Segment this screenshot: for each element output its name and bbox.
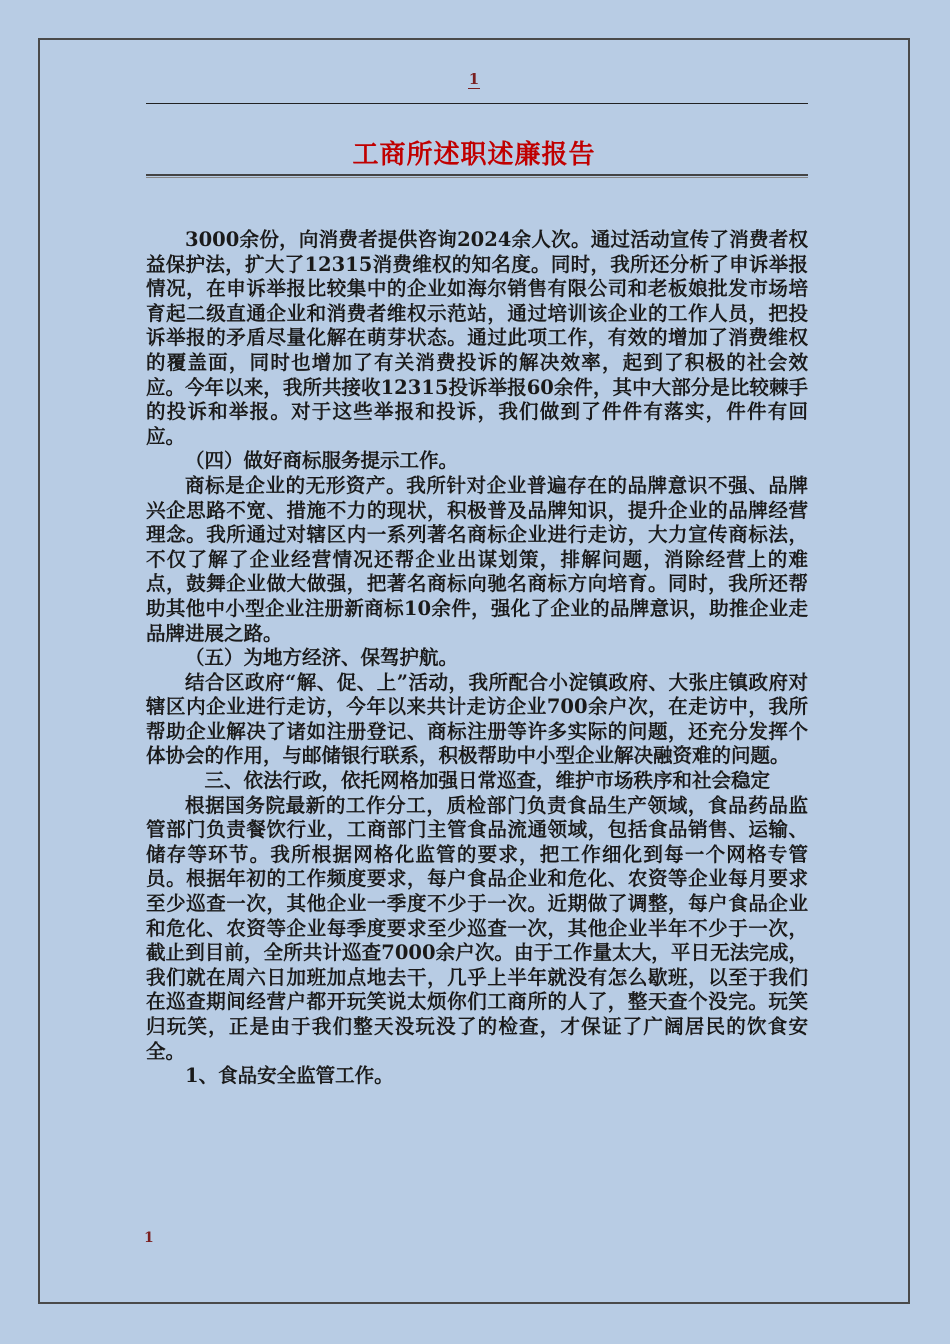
section-heading: （五）为地方经济、保驾护航。: [185, 646, 459, 670]
section-heading: 三、依法行政，依托网格加强日常巡查，维护市场秩序和社会稳定: [204, 769, 771, 793]
title-divider: [146, 174, 808, 178]
paragraph: 结合区政府“解、促、上”活动，我所配合小淀镇政府、大张庄镇政府对辖区内企业进行走访，今年以来共计走访企业700余户次，在走访中，我所帮助企业解决了诸如注册登记、商标注册等许多实际的问题，还充分发挥个体协会的作用，与邮储银行联系，积极帮助中小型企业解决融资难的问题。: [146, 670, 808, 768]
section-heading: 1、食品安全监管工作。: [185, 1064, 394, 1088]
paragraph: 商标是企业的无形资产。我所针对企业普遍存在的品牌意识不强、品牌兴企思路不宽、措施不力的现状，积极普及品牌知识，提升企业的品牌经营理念。我所通过对辖区内一系列著名商标企业进行走访，大力宣传商标法，不仅了解了企业经营情况还帮企业出谋划策，排解问题，消除经营上的难点，鼓舞企业做大做强，把著名商标向驰名商标方向培育。同时，我所还帮助其他中小型企业注册新商标10余件，强化了企业的品牌意识，助推企业走品牌进展之路。: [146, 473, 808, 645]
footer-page-number: 1: [144, 1230, 154, 1246]
paragraph: 根据国务院最新的工作分工，质检部门负责食品生产领域，食品药品监管部门负责餐饮行业，工商部门主管食品流通领域，包括食品销售、运输、储存等环节。我所根据网格化监管的要求，把工作细化到每一个网格专管员。根据年初的工作频度要求，每户食品企业和危化、农资等企业每月要求至少巡查一次，其他企业一季度不少于一次。近期做了调整，每户食品企业和危化、农资等企业每季度要求至少巡查一次，其他企业半年不少于一次，截止到目前，全所共计巡查7000余户次。由于工作量太大，平日无法完成，我们就在周六日加班加点地去干，几乎上半年就没有怎么歇班，以至于我们在巡查期间经营户都开玩笑说太烦你们工商所的人了，整天查个没完。玩笑归玩笑，正是由于我们整天没玩没了的检查，才保证了广阔居民的饮食安全。: [146, 793, 808, 1063]
header-divider: [146, 103, 808, 104]
paragraph: 3000余份，向消费者提供咨询2024余人次。通过活动宣传了消费者权益保护法，扩大了12315消费维权的知名度。同时，我所还分析了申诉举报情况，在申诉举报比较集中的企业如海尔销售有限公司和老板娘批发市场培育起二级直通企业和消费者维权示范站，通过培训该企业的工作人员，把投诉举报的矛盾尽量化解在萌芽状态。通过此项工作，有效的增加了消费维权的覆盖面，同时也增加了有关消费投诉的解决效率，起到了积极的社会效应。今年以来，我所共接收12315投诉举报60余件，其中大部分是比较棘手的投诉和举报。对于这些举报和投诉，我们做到了件件有落实，件件有回应。: [146, 228, 808, 448]
header-page-number: 1: [468, 70, 480, 88]
document-page: [38, 38, 910, 1304]
section-heading: （四）做好商标服务提示工作。: [185, 449, 459, 473]
document-body: [146, 228, 808, 1089]
document-title: 工商所述职述廉报告: [352, 140, 596, 170]
